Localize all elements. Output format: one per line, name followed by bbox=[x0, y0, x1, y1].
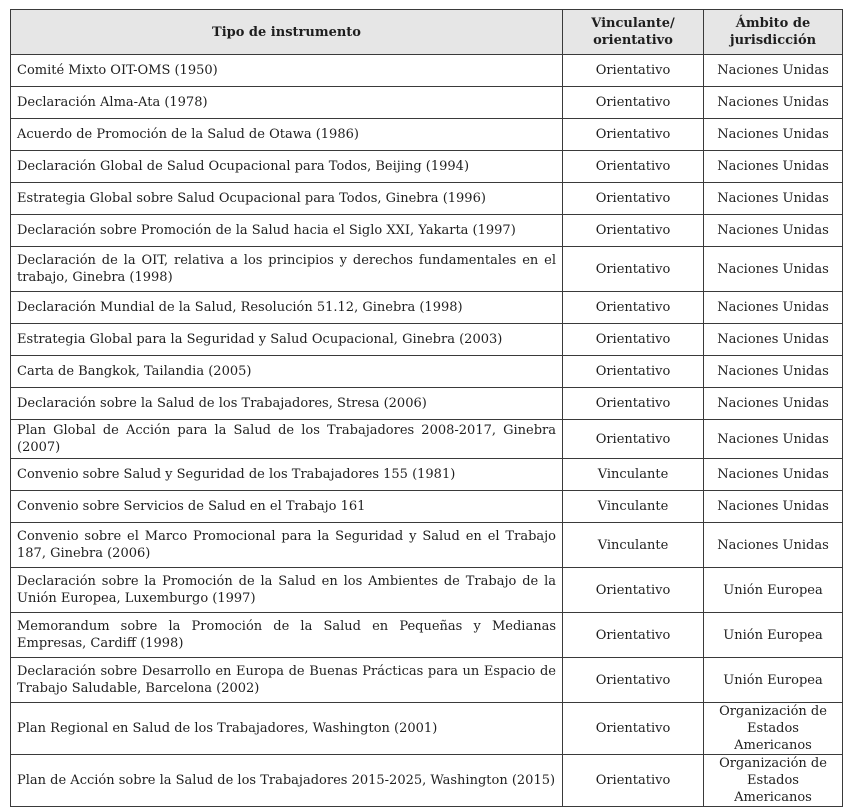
header-instrument-type: Tipo de instrumento bbox=[11, 10, 563, 55]
header-jurisdiction: Ámbito de jurisdicción bbox=[704, 10, 843, 55]
instruments-table bbox=[10, 9, 843, 807]
jurisdiction-cell: Naciones Unidas bbox=[704, 459, 843, 491]
header-row bbox=[11, 10, 843, 55]
instrument-cell: Plan Global de Acción para la Salud de los Trabajadores 2008-2017, Ginebra (2007) bbox=[11, 420, 563, 459]
jurisdiction-cell: Naciones Unidas bbox=[704, 119, 843, 151]
binding-cell: Orientativo bbox=[563, 658, 704, 703]
jurisdiction-cell: Unión Europea bbox=[704, 613, 843, 658]
instrument-cell: Declaración Mundial de la Salud, Resolución 51.12, Ginebra (1998) bbox=[11, 292, 563, 324]
binding-cell: Orientativo bbox=[563, 420, 704, 459]
jurisdiction-cell: Naciones Unidas bbox=[704, 87, 843, 119]
jurisdiction-cell: Naciones Unidas bbox=[704, 523, 843, 568]
instrument-cell: Declaración sobre la Salud de los Trabajadores, Stresa (2006) bbox=[11, 388, 563, 420]
table-row bbox=[11, 755, 843, 807]
binding-cell: Orientativo bbox=[563, 324, 704, 356]
table-row bbox=[11, 658, 843, 703]
table-row bbox=[11, 613, 843, 658]
jurisdiction-cell: Organización de Estados Americanos bbox=[704, 755, 843, 807]
table-row bbox=[11, 491, 843, 523]
jurisdiction-cell: Naciones Unidas bbox=[704, 324, 843, 356]
table-body bbox=[11, 55, 843, 807]
instrument-cell: Declaración sobre la Promoción de la Salud en los Ambientes de Trabajo de la Unión Europea, Luxemburgo (1997) bbox=[11, 568, 563, 613]
instrument-cell: Acuerdo de Promoción de la Salud de Otawa (1986) bbox=[11, 119, 563, 151]
jurisdiction-cell: Unión Europea bbox=[704, 658, 843, 703]
jurisdiction-cell: Unión Europea bbox=[704, 568, 843, 613]
jurisdiction-cell: Organización de Estados Americanos bbox=[704, 703, 843, 755]
instrument-cell: Convenio sobre el Marco Promocional para la Seguridad y Salud en el Trabajo 187, Ginebra (2006) bbox=[11, 523, 563, 568]
jurisdiction-cell: Naciones Unidas bbox=[704, 215, 843, 247]
instrument-cell: Carta de Bangkok, Tailandia (2005) bbox=[11, 356, 563, 388]
binding-cell: Orientativo bbox=[563, 755, 704, 807]
binding-cell: Orientativo bbox=[563, 183, 704, 215]
instrument-cell: Declaración de la OIT, relativa a los principios y derechos fundamentales en el trabajo, Ginebra (1998) bbox=[11, 247, 563, 292]
table-row bbox=[11, 151, 843, 183]
instrument-cell: Declaración Global de Salud Ocupacional para Todos, Beijing (1994) bbox=[11, 151, 563, 183]
binding-cell: Orientativo bbox=[563, 613, 704, 658]
table-row bbox=[11, 324, 843, 356]
table-row bbox=[11, 215, 843, 247]
table-row bbox=[11, 459, 843, 491]
binding-cell: Vinculante bbox=[563, 459, 704, 491]
binding-cell: Orientativo bbox=[563, 568, 704, 613]
table-row bbox=[11, 292, 843, 324]
jurisdiction-cell: Naciones Unidas bbox=[704, 388, 843, 420]
binding-cell: Orientativo bbox=[563, 703, 704, 755]
instrument-cell: Comité Mixto OIT-OMS (1950) bbox=[11, 55, 563, 87]
table-row bbox=[11, 119, 843, 151]
table-row bbox=[11, 420, 843, 459]
instrument-cell: Convenio sobre Servicios de Salud en el Trabajo 161 bbox=[11, 491, 563, 523]
jurisdiction-cell: Naciones Unidas bbox=[704, 247, 843, 292]
instrument-cell: Convenio sobre Salud y Seguridad de los Trabajadores 155 (1981) bbox=[11, 459, 563, 491]
table-header bbox=[11, 10, 843, 55]
jurisdiction-cell: Naciones Unidas bbox=[704, 55, 843, 87]
binding-cell: Orientativo bbox=[563, 292, 704, 324]
binding-cell: Vinculante bbox=[563, 523, 704, 568]
binding-cell: Orientativo bbox=[563, 87, 704, 119]
table-row bbox=[11, 247, 843, 292]
instrument-cell: Declaración Alma-Ata (1978) bbox=[11, 87, 563, 119]
binding-cell: Orientativo bbox=[563, 388, 704, 420]
table-row bbox=[11, 87, 843, 119]
instrument-cell: Declaración sobre Promoción de la Salud hacia el Siglo XXI, Yakarta (1997) bbox=[11, 215, 563, 247]
instrument-cell: Declaración sobre Desarrollo en Europa de Buenas Prácticas para un Espacio de Trabajo Saludable, Barcelona (2002) bbox=[11, 658, 563, 703]
jurisdiction-cell: Naciones Unidas bbox=[704, 183, 843, 215]
jurisdiction-cell: Naciones Unidas bbox=[704, 491, 843, 523]
jurisdiction-cell: Naciones Unidas bbox=[704, 356, 843, 388]
table-row bbox=[11, 55, 843, 87]
table-row bbox=[11, 703, 843, 755]
table-row bbox=[11, 356, 843, 388]
jurisdiction-cell: Naciones Unidas bbox=[704, 420, 843, 459]
binding-cell: Orientativo bbox=[563, 356, 704, 388]
binding-cell: Orientativo bbox=[563, 151, 704, 183]
jurisdiction-cell: Naciones Unidas bbox=[704, 151, 843, 183]
instrument-cell: Plan Regional en Salud de los Trabajadores, Washington (2001) bbox=[11, 703, 563, 755]
jurisdiction-cell: Naciones Unidas bbox=[704, 292, 843, 324]
binding-cell: Vinculante bbox=[563, 491, 704, 523]
instrument-cell: Estrategia Global para la Seguridad y Salud Ocupacional, Ginebra (2003) bbox=[11, 324, 563, 356]
instruments-table-container bbox=[10, 9, 842, 807]
binding-cell: Orientativo bbox=[563, 215, 704, 247]
binding-cell: Orientativo bbox=[563, 119, 704, 151]
table-row bbox=[11, 568, 843, 613]
table-row bbox=[11, 523, 843, 568]
header-binding: Vinculante/ orientativo bbox=[563, 10, 704, 55]
table-row bbox=[11, 388, 843, 420]
instrument-cell: Estrategia Global sobre Salud Ocupacional para Todos, Ginebra (1996) bbox=[11, 183, 563, 215]
binding-cell: Orientativo bbox=[563, 55, 704, 87]
instrument-cell: Plan de Acción sobre la Salud de los Trabajadores 2015-2025, Washington (2015) bbox=[11, 755, 563, 807]
instrument-cell: Memorandum sobre la Promoción de la Salud en Pequeñas y Medianas Empresas, Cardiff (1998) bbox=[11, 613, 563, 658]
binding-cell: Orientativo bbox=[563, 247, 704, 292]
table-row bbox=[11, 183, 843, 215]
